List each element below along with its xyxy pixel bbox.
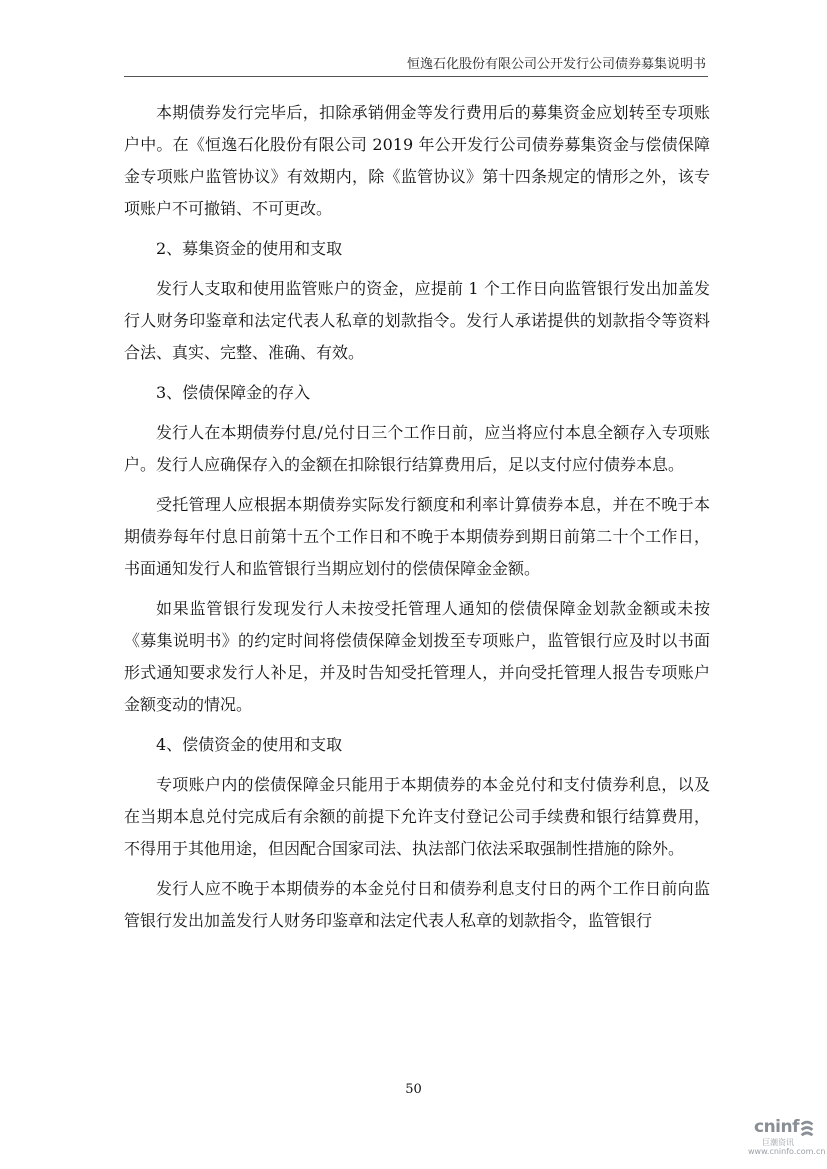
- paragraph: 受托管理人应根据本期债券实际发行额度和利率计算债券本息，并在不晚于本期债券每年付息日前第十五个工作日和不晚于本期债券到期日前第二十个工作日，书面通知发行人和监管银行当期应划付的偿债保障金金额。: [124, 495, 710, 578]
- paragraph: 发行人支取和使用监管账户的资金，应提前 1 个工作日向监管银行发出加盖发行人财务印鉴章和法定代表人私章的划款指令。发行人承诺提供的划款指令等资料合法、真实、完整、准确、有效。: [124, 279, 710, 362]
- page-header: [124, 50, 708, 77]
- page-number: 50: [405, 1082, 422, 1097]
- paragraph: 发行人在本期债券付息/兑付日三个工作日前，应当将应付本息全额存入专项账户。发行人应确保存入的金额在扣除银行结算费用后，足以支付应付债券本息。: [124, 423, 710, 474]
- cninfo-swirl-icon: [798, 1119, 816, 1137]
- paragraph: 本期债券发行完毕后，扣除承销佣金等发行费用后的募集资金应划转至专项账户中。在《恒逸石化股份有限公司 2019 年公开发行公司债券募集资金与偿债保障金专项账户监管协议》有效期内，除《监管协议》第十四条规定的情形之外，该专项账户不可撤销、不可更改。: [124, 103, 710, 218]
- paragraph: 如果监管银行发现发行人未按受托管理人通知的偿债保障金划款金额或未按《募集说明书》的约定时间将偿债保障金划拨至专项账户，监管银行应及时以书面形式通知要求发行人补足，并及时告知受托管理人，并向受托管理人报告专项账户金额变动的情况。: [124, 599, 710, 714]
- logo-wordmark: cninf: [754, 1117, 800, 1137]
- paragraph: 专项账户内的偿债保障金只能用于本期债券的本金兑付和支付债券利息，以及在当期本息兑付完成后有余额的前提下允许支付登记公司手续费和银行结算费用，不得用于其他用途，但因配合国家司法、执法部门依法采取强制性措施的除外。: [124, 775, 710, 858]
- logo-cn-name: 巨潮资讯: [762, 1138, 794, 1147]
- logo-url: www.cninfo.com.cn: [748, 1147, 826, 1156]
- document-body: [124, 97, 710, 945]
- section-heading: 2、募集资金的使用和支取: [156, 239, 343, 258]
- header-title: 恒逸石化股份有限公司公开发行公司债券募集说明书: [406, 57, 706, 72]
- cninfo-watermark-logo: [748, 1117, 826, 1159]
- section-heading: 3、偿债保障金的存入: [156, 383, 311, 402]
- section-heading: 4、偿债资金的使用和支取: [156, 735, 343, 754]
- paragraph: 发行人应不晚于本期债券的本金兑付日和债券利息支付日的两个工作日前向监管银行发出加盖发行人财务印鉴章和法定代表人私章的划款指令，监管银行: [124, 879, 710, 930]
